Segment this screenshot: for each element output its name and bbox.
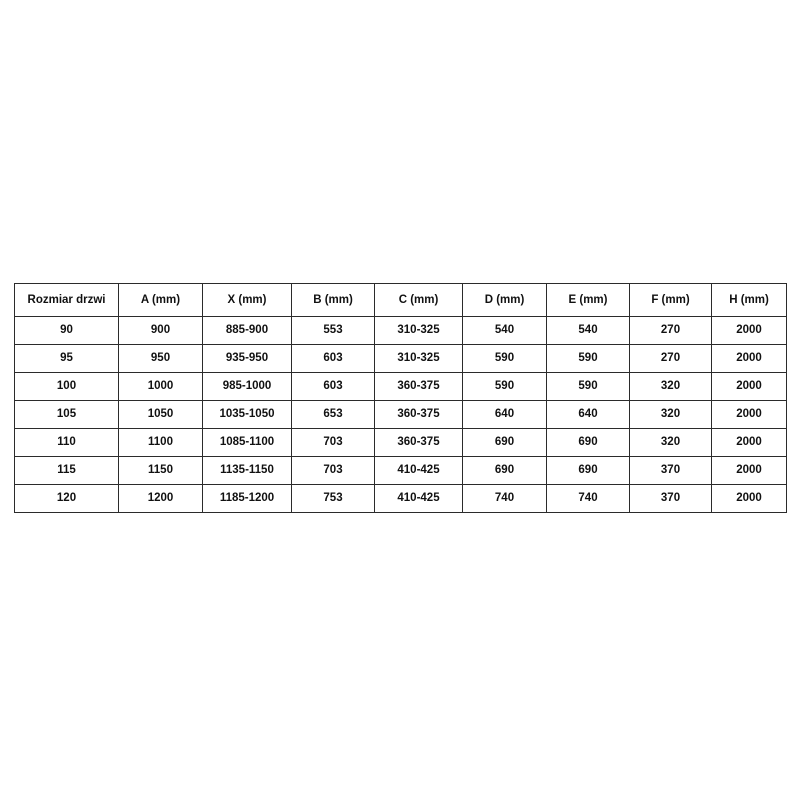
cell-h: 2000 (712, 317, 787, 345)
cell-b: 553 (292, 317, 375, 345)
cell-d: 590 (463, 345, 547, 373)
cell-f: 370 (630, 457, 712, 485)
cell-h: 2000 (712, 345, 787, 373)
cell-a: 950 (119, 345, 203, 373)
column-header-door-size: Rozmiar drzwi (15, 284, 119, 317)
cell-c: 360-375 (375, 373, 463, 401)
cell-d: 540 (463, 317, 547, 345)
cell-d: 690 (463, 429, 547, 457)
cell-a: 900 (119, 317, 203, 345)
cell-e: 690 (547, 429, 630, 457)
cell-f: 270 (630, 317, 712, 345)
column-header-a: A (mm) (119, 284, 203, 317)
column-header-f: F (mm) (630, 284, 712, 317)
cell-h: 2000 (712, 401, 787, 429)
cell-f: 370 (630, 485, 712, 513)
cell-c: 410-425 (375, 485, 463, 513)
cell-h: 2000 (712, 373, 787, 401)
table-header (15, 284, 787, 317)
cell-e: 690 (547, 457, 630, 485)
table-header-row (15, 284, 787, 317)
cell-x: 1135-1150 (203, 457, 292, 485)
table-row (15, 345, 787, 373)
cell-h: 2000 (712, 429, 787, 457)
cell-e: 540 (547, 317, 630, 345)
cell-c: 410-425 (375, 457, 463, 485)
cell-a: 1200 (119, 485, 203, 513)
cell-door-size: 115 (15, 457, 119, 485)
table-row (15, 317, 787, 345)
cell-x: 935-950 (203, 345, 292, 373)
cell-door-size: 90 (15, 317, 119, 345)
spec-table-container (14, 283, 786, 513)
cell-c: 360-375 (375, 429, 463, 457)
column-header-b: B (mm) (292, 284, 375, 317)
cell-e: 590 (547, 373, 630, 401)
cell-door-size: 120 (15, 485, 119, 513)
cell-door-size: 100 (15, 373, 119, 401)
table-row (15, 373, 787, 401)
cell-h: 2000 (712, 485, 787, 513)
cell-h: 2000 (712, 457, 787, 485)
cell-x: 1085-1100 (203, 429, 292, 457)
cell-a: 1100 (119, 429, 203, 457)
cell-f: 320 (630, 373, 712, 401)
cell-b: 753 (292, 485, 375, 513)
table-row (15, 429, 787, 457)
table-row (15, 401, 787, 429)
cell-b: 703 (292, 429, 375, 457)
column-header-d: D (mm) (463, 284, 547, 317)
cell-c: 310-325 (375, 345, 463, 373)
column-header-c: C (mm) (375, 284, 463, 317)
table-row (15, 485, 787, 513)
cell-c: 360-375 (375, 401, 463, 429)
cell-b: 603 (292, 373, 375, 401)
table-body (15, 317, 787, 513)
cell-door-size: 105 (15, 401, 119, 429)
cell-f: 320 (630, 429, 712, 457)
cell-d: 740 (463, 485, 547, 513)
cell-d: 640 (463, 401, 547, 429)
cell-x: 885-900 (203, 317, 292, 345)
cell-c: 310-325 (375, 317, 463, 345)
cell-a: 1000 (119, 373, 203, 401)
cell-e: 640 (547, 401, 630, 429)
cell-d: 690 (463, 457, 547, 485)
column-header-h: H (mm) (712, 284, 787, 317)
cell-e: 740 (547, 485, 630, 513)
cell-door-size: 95 (15, 345, 119, 373)
cell-a: 1050 (119, 401, 203, 429)
cell-b: 653 (292, 401, 375, 429)
table-row (15, 457, 787, 485)
cell-b: 603 (292, 345, 375, 373)
cell-x: 985-1000 (203, 373, 292, 401)
cell-door-size: 110 (15, 429, 119, 457)
cell-e: 590 (547, 345, 630, 373)
cell-a: 1150 (119, 457, 203, 485)
column-header-e: E (mm) (547, 284, 630, 317)
column-header-x: X (mm) (203, 284, 292, 317)
cell-d: 590 (463, 373, 547, 401)
cell-x: 1185-1200 (203, 485, 292, 513)
door-size-spec-table (14, 283, 787, 513)
cell-f: 320 (630, 401, 712, 429)
cell-f: 270 (630, 345, 712, 373)
cell-x: 1035-1050 (203, 401, 292, 429)
cell-b: 703 (292, 457, 375, 485)
